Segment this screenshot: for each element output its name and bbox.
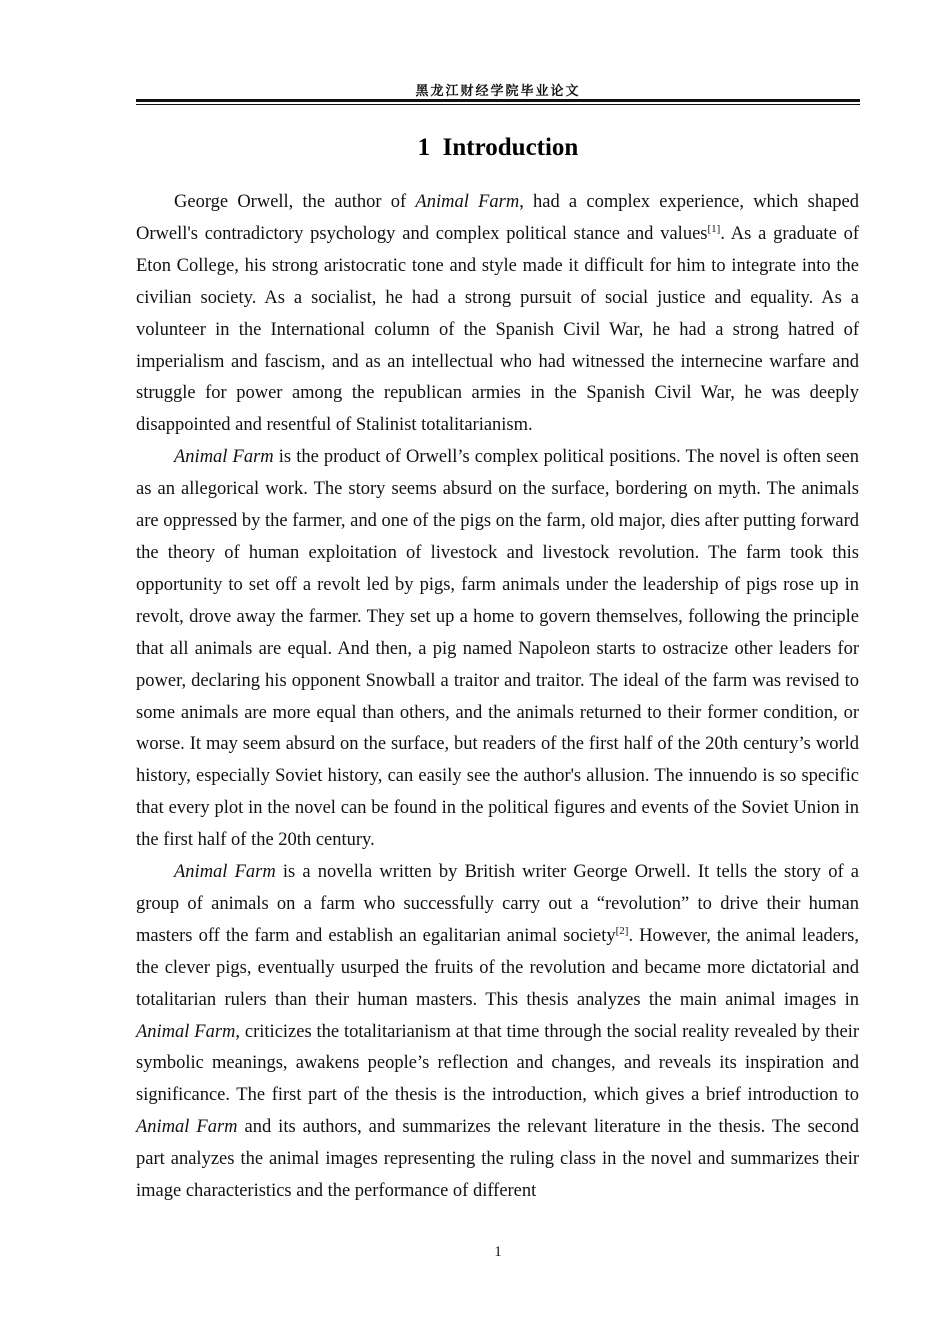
- book-title: Animal Farm: [174, 862, 276, 883]
- header-rule-thick: [136, 99, 860, 102]
- page-number: 1: [494, 1244, 502, 1260]
- book-title: Animal Farm: [174, 447, 274, 468]
- text-run: and its authors, and summarizes the relevant literature in the thesis. The second part analyzes the animal images representing the ruling class in the novel and summarizes their image characteristics and the performance of different: [136, 1117, 859, 1202]
- text-run: . As a graduate of Eton College, his strong aristocratic tone and style made it difficult for him to integrate into the civilian society. As a socialist, he had a strong pursuit of social justice and equality. As a volunteer in the International column of the Spanish Civil War, he had a strong hatred of imperialism and fascism, and as an intellectual who had witnessed the internecine warfare and struggle for power among the republican armies in the Spanish Civil War, he was deeply disappointed and resentful of Stalinist totalitarianism.: [136, 223, 859, 436]
- body-text: [136, 187, 859, 1208]
- header-rule-thin: [136, 104, 860, 105]
- citation-ref: [2]: [615, 924, 629, 937]
- text-run: is a novella written by British writer George Orwell. It tells the story of a group of animals on a farm who successfully carry out a “revolution” to drive their human masters off the farm and establish an egalitarian animal society: [136, 862, 859, 946]
- text-run: , had a complex experience, which shaped Orwell's contradictory psychology and complex political stance and values: [136, 192, 859, 244]
- citation-ref: [1]: [707, 222, 721, 235]
- text-run: , criticizes the totalitarianism at that time through the social reality revealed by their symbolic meanings, awakens people’s reflection and changes, and reveals its inspiration and significance. The first part of the thesis is the introduction, which gives a brief introduction to: [136, 1021, 859, 1106]
- book-title: Animal Farm: [136, 1021, 236, 1042]
- book-title: Animal Farm: [415, 192, 520, 212]
- text-run: is the product of Orwell’s complex political positions. The novel is often seen as an allegorical work. The story seems absurd on the surface, bordering on myth. The animals are oppressed by the farmer, and one of the pigs on the farm, old major, dies after putting forward the theory of human exploitation of livestock and livestock revolution. The farm took this opportunity to set off a revolt led by pigs, farm animals under the leadership of pigs rose up in revolt, drove away the farmer. They set up a home to govern themselves, following the principle that all animals are equal. And then, a pig named Napoleon starts to ostracize other leaders for power, declaring his opponent Snowball a traitor and traitor. The ideal of the farm was revised to some animals are more equal than others, and the animals returned to their former condition, or worse. It may seem absurd on the surface, but readers of the first half of the 20th century’s world history, especially Soviet history, can easily see the author's allusion. The innuendo is so specific that every plot in the novel can be found in the political figures and events of the Soviet Union in the first half of the 20th century.: [136, 447, 859, 851]
- paragraph: [136, 187, 859, 442]
- paragraph: [136, 442, 859, 857]
- section-heading: [136, 134, 860, 162]
- text-run: George Orwell, the author of: [174, 192, 416, 212]
- book-title: Animal Farm: [136, 1117, 238, 1138]
- text-run: . However, the animal leaders, the clever pigs, eventually usurped the fruits of the revolution and became more dictatorial and totalitarian rulers than their human masters. This thesis analyzes the main animal images in: [136, 925, 859, 1010]
- section-number: 1: [417, 134, 431, 161]
- running-header: 黑龙江财经学院毕业论文: [415, 84, 581, 99]
- section-title: Introduction: [442, 134, 579, 161]
- paragraph: [136, 857, 859, 1208]
